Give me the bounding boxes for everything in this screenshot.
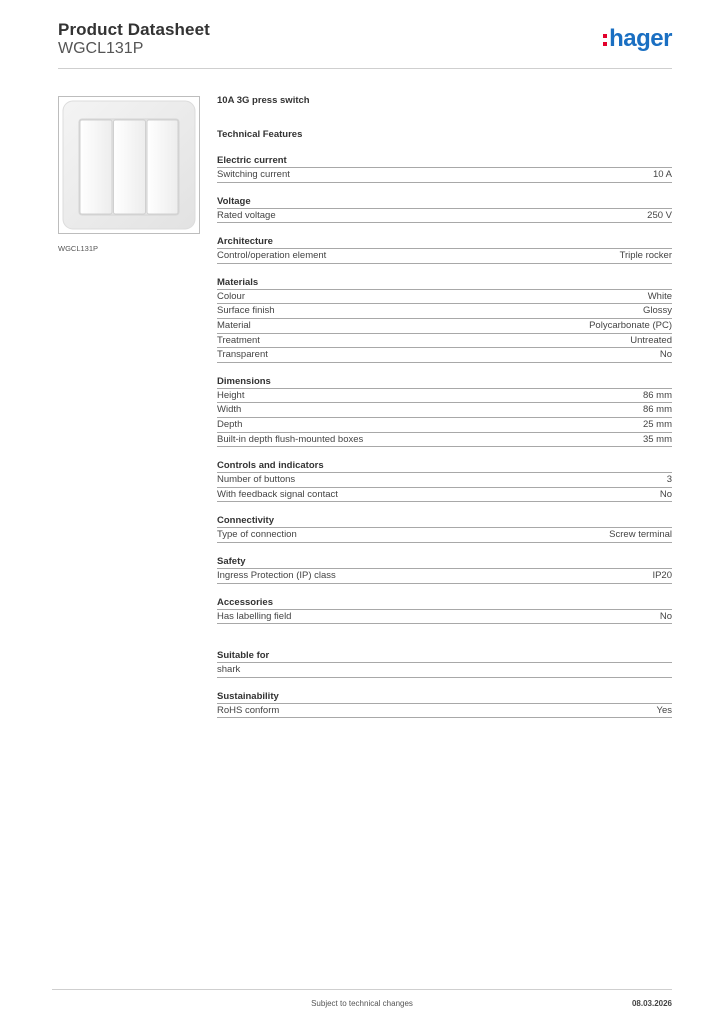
page-footer <box>52 989 672 1018</box>
spec-section <box>217 460 672 502</box>
product-image <box>58 96 200 234</box>
spec-row <box>217 348 672 363</box>
spec-value: No <box>659 488 672 500</box>
spec-value: 10 A <box>652 169 672 180</box>
spec-value: Yes <box>656 704 672 716</box>
spec-label: Width <box>217 404 242 416</box>
section-title: Safety <box>217 556 672 569</box>
page-header <box>58 20 672 69</box>
spec-row <box>217 403 672 418</box>
spec-row <box>217 168 672 183</box>
spec-label: Ingress Protection (IP) class <box>217 569 336 581</box>
spec-label: RoHS conform <box>217 704 280 716</box>
spec-value: 250 V <box>647 209 672 221</box>
spec-section <box>217 155 672 183</box>
hager-logo <box>603 26 672 52</box>
logo-dots-icon <box>603 34 607 46</box>
product-name: 10A 3G press switch <box>217 95 310 106</box>
logo-text: hager <box>609 25 672 52</box>
spec-label: Treatment <box>217 334 260 346</box>
footer-date: 08.03.2026 <box>631 999 672 1008</box>
spec-row <box>217 304 672 319</box>
spec-value: 86 mm <box>642 404 672 416</box>
spec-section <box>217 691 672 719</box>
spec-sections <box>217 155 672 718</box>
spec-section <box>217 376 672 447</box>
spec-value: 86 mm <box>642 389 672 401</box>
section-title: Suitable for <box>217 650 672 663</box>
spec-label: Surface finish <box>217 305 275 317</box>
section-title: Accessories <box>217 597 672 610</box>
spec-label: Built-in depth flush-mounted boxes <box>217 433 364 445</box>
spec-row <box>217 569 672 584</box>
spec-value: No <box>659 610 672 622</box>
spec-row <box>217 290 672 305</box>
product-code: WGCL131P <box>58 40 144 57</box>
spec-label: Transparent <box>217 349 268 361</box>
image-caption: WGCL131P <box>58 244 99 253</box>
section-title: Dimensions <box>217 376 672 389</box>
document-title: Product Datasheet <box>58 20 210 39</box>
spec-label: Depth <box>217 418 243 430</box>
features-heading: Technical Features <box>217 129 303 140</box>
spec-label: shark <box>217 664 241 676</box>
spec-label: Number of buttons <box>217 474 296 486</box>
spec-row <box>217 610 672 625</box>
spec-section <box>217 515 672 543</box>
spec-label: Control/operation element <box>217 250 327 262</box>
spec-value: Glossy <box>642 305 672 317</box>
spec-row <box>217 319 672 334</box>
spec-value: 3 <box>666 474 672 486</box>
spec-row <box>217 389 672 404</box>
section-title: Voltage <box>217 196 672 209</box>
spec-value: 35 mm <box>642 433 672 445</box>
spec-value: 25 mm <box>642 418 672 430</box>
section-title: Materials <box>217 277 672 290</box>
switch-illustration <box>59 97 199 233</box>
spec-section <box>217 650 672 678</box>
spec-label: Colour <box>217 290 245 302</box>
spec-value: Screw terminal <box>609 529 672 541</box>
spec-value: White <box>647 290 672 302</box>
spec-row <box>217 249 672 264</box>
spec-value: Polycarbonate (PC) <box>589 319 672 331</box>
spec-row <box>217 663 672 678</box>
section-title: Architecture <box>217 236 672 249</box>
spec-row <box>217 418 672 433</box>
spec-row <box>217 528 672 543</box>
technical-content <box>217 96 672 718</box>
spec-section <box>217 236 672 264</box>
spec-label: Material <box>217 319 251 331</box>
spec-label: Rated voltage <box>217 209 276 221</box>
spec-row <box>217 473 672 488</box>
spec-section <box>217 277 672 363</box>
spec-value: Untreated <box>630 334 672 346</box>
spec-label: Has labelling field <box>217 610 292 622</box>
spec-row <box>217 433 672 448</box>
spec-row <box>217 704 672 719</box>
spec-value: No <box>659 349 672 361</box>
spec-section <box>217 597 672 625</box>
section-title: Sustainability <box>217 691 672 704</box>
section-title: Connectivity <box>217 515 672 528</box>
spec-value: Triple rocker <box>619 250 672 262</box>
spec-row <box>217 488 672 503</box>
spec-section <box>217 556 672 584</box>
spec-label: Height <box>217 389 245 401</box>
spec-row <box>217 334 672 349</box>
spec-section <box>217 196 672 224</box>
section-title: Electric current <box>217 155 672 168</box>
section-title: Controls and indicators <box>217 460 672 473</box>
spec-row <box>217 209 672 224</box>
footer-note: Subject to technical changes <box>311 999 413 1008</box>
spec-label: Switching current <box>217 169 290 180</box>
spec-label: Type of connection <box>217 529 297 541</box>
spec-value: IP20 <box>652 569 672 581</box>
spec-label: With feedback signal contact <box>217 488 338 500</box>
